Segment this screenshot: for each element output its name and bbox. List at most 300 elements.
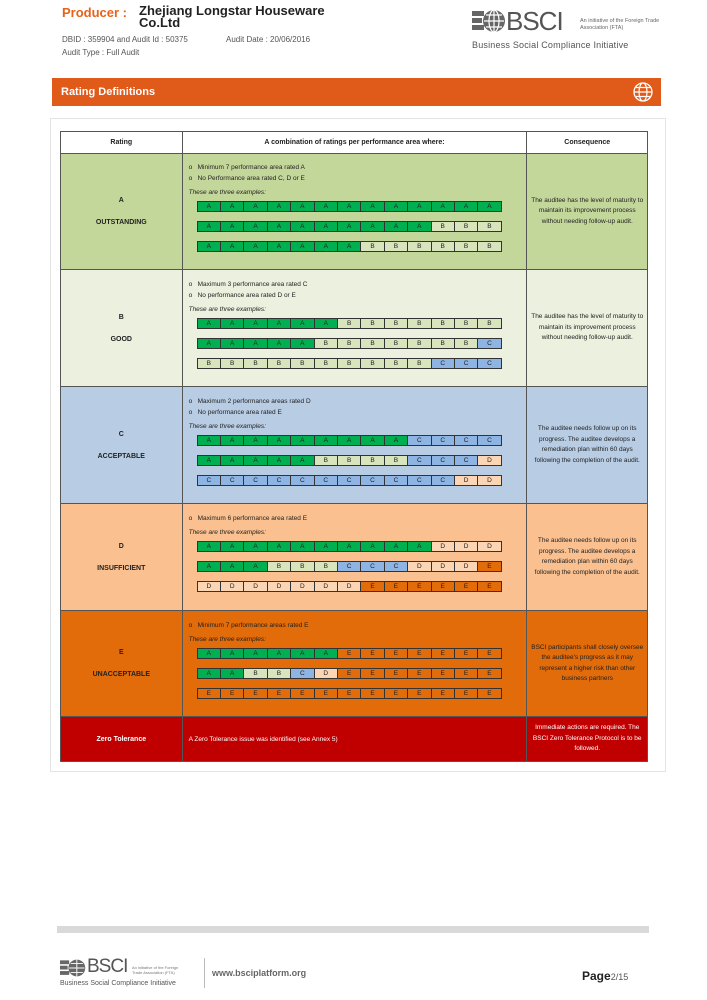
rating-box: C xyxy=(454,455,478,466)
rating-box: A xyxy=(407,221,431,232)
example-strip xyxy=(198,561,521,572)
rating-box: B xyxy=(454,318,478,329)
rating-box: A xyxy=(243,338,267,349)
examples-label: These are three examples: xyxy=(188,189,266,196)
rating-box: D xyxy=(477,455,501,466)
example-strip xyxy=(198,338,521,349)
section-title-bar xyxy=(52,78,661,106)
rating-box: B xyxy=(407,318,431,329)
rating-box: A xyxy=(220,455,244,466)
rating-box: C xyxy=(431,435,455,446)
header-combination: A combination of ratings per performance area where: xyxy=(182,132,527,154)
rating-row xyxy=(61,154,648,270)
rating-box: A xyxy=(314,318,338,329)
criterion xyxy=(189,162,521,173)
examples-label: These are three examples: xyxy=(188,305,266,313)
rating-box: A xyxy=(243,241,267,252)
rating-box: A xyxy=(314,221,338,232)
footer-separator xyxy=(204,958,205,988)
rating-box: A xyxy=(220,221,244,232)
rating-box: A xyxy=(267,648,291,659)
rating-box: E xyxy=(431,688,455,699)
examples-label: These are three examples: xyxy=(188,529,266,536)
rating-box: B xyxy=(431,221,455,232)
rating-box: A xyxy=(197,435,221,446)
zero-tolerance-consequence: Immediate actions are required. The BSCI Zero Tolerance Protocol is to be followed. xyxy=(527,717,648,762)
rating-box: C xyxy=(384,475,408,486)
rating-cell xyxy=(61,270,183,387)
rating-box: A xyxy=(360,435,384,446)
footer-globe-icon xyxy=(60,958,86,978)
rating-box: A xyxy=(243,455,267,466)
rating-box: A xyxy=(290,241,314,252)
rating-box: A xyxy=(407,541,431,552)
producer-label: Producer : xyxy=(62,5,128,20)
rating-box: E xyxy=(477,561,501,572)
rating-box: B xyxy=(477,318,501,329)
rating-name: UNACCEPTABLE xyxy=(92,671,151,678)
rating-box: C xyxy=(337,475,361,486)
rating-box: C xyxy=(267,475,291,486)
criterion-text: No performance area rated E xyxy=(197,408,282,416)
rating-box: A xyxy=(454,201,478,212)
rating-letter: B xyxy=(118,313,124,321)
criterion xyxy=(189,396,521,407)
rating-box: A xyxy=(290,318,314,329)
rating-box: B xyxy=(267,561,291,572)
bullet: o xyxy=(188,515,193,522)
page-label: Page xyxy=(582,969,611,983)
rating-box: A xyxy=(290,435,314,446)
rating-letter: A xyxy=(118,197,124,204)
rating-definitions-table xyxy=(60,131,648,762)
rating-box: C xyxy=(290,668,314,679)
rating-box: D xyxy=(477,541,501,552)
rating-box: A xyxy=(243,561,267,572)
rating-box: D xyxy=(220,581,244,592)
rating-box: E xyxy=(454,581,478,592)
rating-box: B xyxy=(314,338,338,349)
rating-box: A xyxy=(360,221,384,232)
rating-box: C xyxy=(290,475,314,486)
rating-box: A xyxy=(220,668,244,679)
rating-box: A xyxy=(337,221,361,232)
rating-box: E xyxy=(220,688,244,699)
rating-box: C xyxy=(360,475,384,486)
rating-box: A xyxy=(384,201,408,212)
rating-box: D xyxy=(454,475,478,486)
criterion-text: Maximum 2 performance areas rated D xyxy=(197,397,311,405)
rating-cell xyxy=(61,387,183,504)
rating-box: C xyxy=(431,475,455,486)
rating-box: A xyxy=(220,541,244,552)
producer-name: Zhejiang Longstar Houseware Co.Ltd xyxy=(139,3,325,30)
zero-tolerance-row xyxy=(61,717,648,762)
rating-box: A xyxy=(267,455,291,466)
criterion xyxy=(189,407,521,418)
rating-box: A xyxy=(243,435,267,446)
criterion-text: No performance area rated D or E xyxy=(197,291,296,299)
criterion-text: Maximum 6 performance area rated E xyxy=(197,515,308,522)
rating-box: E xyxy=(360,648,384,659)
rating-box: A xyxy=(267,541,291,552)
bullet: o xyxy=(188,280,193,288)
logo-full-text: Business Social Compliance Initiative xyxy=(472,40,629,50)
bullet: o xyxy=(188,291,193,299)
rating-box: A xyxy=(407,201,431,212)
rating-box: A xyxy=(360,201,384,212)
rating-box: B xyxy=(384,318,408,329)
rating-box: E xyxy=(360,668,384,679)
rating-name: ACCEPTABLE xyxy=(97,452,145,460)
rating-box: D xyxy=(454,541,478,552)
rating-box: B xyxy=(477,241,501,252)
rating-box: B xyxy=(360,455,384,466)
criterion-text: Minimum 7 performance area rated A xyxy=(197,164,305,171)
rating-box: B xyxy=(407,358,431,369)
rating-cell xyxy=(61,154,183,270)
rating-box: E xyxy=(454,688,478,699)
consequence-cell: The auditee has the level of maturity to maintain its improvement process without needing follow-up audit. xyxy=(527,154,648,270)
rating-box: D xyxy=(454,561,478,572)
rating-box: A xyxy=(243,541,267,552)
footer-bsci-logo xyxy=(60,958,210,992)
rating-box: E xyxy=(243,688,267,699)
footer-divider xyxy=(57,926,649,933)
rating-box: A xyxy=(384,541,408,552)
rating-box: A xyxy=(220,435,244,446)
rating-box: C xyxy=(384,561,408,572)
rating-box: B xyxy=(314,455,338,466)
rating-box: C xyxy=(407,455,431,466)
rating-box: A xyxy=(197,455,221,466)
rating-box: A xyxy=(197,648,221,659)
rating-box: C xyxy=(454,435,478,446)
rating-box: A xyxy=(267,201,291,212)
example-strip xyxy=(198,318,521,329)
example-strip xyxy=(198,455,521,466)
rating-box: E xyxy=(454,668,478,679)
criterion xyxy=(189,173,521,184)
rating-box: E xyxy=(267,688,291,699)
example-strip xyxy=(198,241,521,252)
rating-box: E xyxy=(477,668,501,679)
rating-box: E xyxy=(384,688,408,699)
rating-name: INSUFFICIENT xyxy=(97,564,146,572)
example-strip xyxy=(198,358,521,369)
rating-box: A xyxy=(337,541,361,552)
rating-box: B xyxy=(314,561,338,572)
footer-logo-initiative-text: An initiative of the Foreign Trade Association (FTA) xyxy=(132,965,179,975)
rating-box: C xyxy=(407,435,431,446)
rating-box: B xyxy=(337,455,361,466)
rating-box: C xyxy=(407,475,431,486)
rating-box: B xyxy=(454,338,478,349)
combination-cell xyxy=(182,611,527,717)
rating-box: A xyxy=(267,435,291,446)
rating-box: E xyxy=(431,648,455,659)
rating-box: E xyxy=(431,668,455,679)
rating-box: B xyxy=(360,318,384,329)
rating-box: B xyxy=(267,668,291,679)
rating-letter: C xyxy=(118,430,124,438)
rating-box: A xyxy=(267,241,291,252)
rating-box: B xyxy=(407,241,431,252)
rating-box: A xyxy=(220,561,244,572)
logo-bsci-text: BSCI xyxy=(506,6,563,36)
rating-box: A xyxy=(243,648,267,659)
rating-box: D xyxy=(243,581,267,592)
rating-box: A xyxy=(337,435,361,446)
rating-box: D xyxy=(267,581,291,592)
example-strip xyxy=(198,581,521,592)
rating-box: A xyxy=(290,338,314,349)
rating-box: A xyxy=(243,221,267,232)
rating-box: E xyxy=(407,668,431,679)
example-strip xyxy=(198,221,521,232)
consequence-cell: The auditee needs follow up on its progress. The auditee develops a remediation plan within 60 days following the completion of the audit. xyxy=(527,504,648,611)
rating-box: A xyxy=(267,338,291,349)
rating-box: E xyxy=(360,581,384,592)
rating-box: C xyxy=(477,358,501,369)
rating-box: A xyxy=(197,241,221,252)
rating-box: A xyxy=(220,648,244,659)
rating-box: B xyxy=(314,358,338,369)
example-strip xyxy=(198,648,521,659)
rating-box: E xyxy=(384,668,408,679)
rating-letter: E xyxy=(118,649,124,656)
logo-initiative-text: An initiative of the Foreign Trade Association (FTA) xyxy=(580,18,660,31)
rating-box: D xyxy=(407,561,431,572)
rating-box: A xyxy=(337,241,361,252)
rating-box: B xyxy=(360,338,384,349)
rating-box: A xyxy=(290,201,314,212)
rating-box: B xyxy=(431,241,455,252)
rating-box: C xyxy=(431,455,455,466)
section-title: Rating Definitions xyxy=(61,86,156,98)
rating-box: A xyxy=(267,221,291,232)
bullet: o xyxy=(188,408,193,416)
header-rating: Rating xyxy=(61,132,183,154)
rating-box: A xyxy=(384,221,408,232)
rating-box: B xyxy=(454,241,478,252)
rating-box: E xyxy=(384,648,408,659)
rating-box: E xyxy=(360,688,384,699)
rating-box: B xyxy=(360,241,384,252)
rating-box: B xyxy=(454,221,478,232)
rating-box: B xyxy=(360,358,384,369)
bullet: o xyxy=(188,621,193,629)
rating-box: E xyxy=(197,688,221,699)
footer-logo-full-text: Business Social Compliance Initiative xyxy=(60,980,176,987)
rating-box: B xyxy=(243,668,267,679)
rating-box: C xyxy=(197,475,221,486)
audit-date-text: Audit Date : 20/06/2016 xyxy=(226,35,311,44)
consequence-cell: BSCI participants shall closely oversee the auditee's progress as it may represent a higher risk than other business partners xyxy=(527,611,648,717)
rating-box: A xyxy=(290,648,314,659)
rating-box: A xyxy=(220,338,244,349)
footer-logo-bsci-text: BSCI xyxy=(87,956,128,977)
rating-row xyxy=(61,270,648,387)
rating-box: D xyxy=(314,668,338,679)
rating-box: D xyxy=(431,541,455,552)
rating-box: C xyxy=(314,475,338,486)
rating-box: A xyxy=(197,541,221,552)
rating-letter: D xyxy=(118,542,124,550)
zero-tolerance-label: Zero Tolerance xyxy=(61,717,183,762)
rating-name: GOOD xyxy=(110,335,132,343)
consequence-cell: The auditee has the level of maturity to maintain its improvement process without needing follow-up audit. xyxy=(527,270,648,387)
criterion xyxy=(189,290,521,301)
combination-cell xyxy=(182,387,527,504)
rating-box: A xyxy=(197,201,221,212)
example-strip xyxy=(198,435,521,446)
consequence-cell: The auditee needs follow up on its progress. The auditee develops a remediation plan within 60 days following the completion of the audit. xyxy=(527,387,648,504)
rating-row xyxy=(61,611,648,717)
rating-box: A xyxy=(314,435,338,446)
rating-box: A xyxy=(220,241,244,252)
rating-box: D xyxy=(290,581,314,592)
example-strip xyxy=(198,668,521,679)
combination-cell xyxy=(182,270,527,387)
rating-box: E xyxy=(290,688,314,699)
rating-box: B xyxy=(267,358,291,369)
rating-box: A xyxy=(314,541,338,552)
rating-box: A xyxy=(431,201,455,212)
rating-box: A xyxy=(220,318,244,329)
globe-icon xyxy=(633,82,653,102)
criterion-text: Maximum 3 performance area rated C xyxy=(197,280,308,288)
rating-box: E xyxy=(314,688,338,699)
criterion-text: No Performance area rated C, D or E xyxy=(197,175,305,182)
example-strip xyxy=(198,201,521,212)
criterion xyxy=(189,279,521,290)
rating-box: A xyxy=(197,668,221,679)
rating-box: E xyxy=(477,581,501,592)
criterion xyxy=(189,620,521,631)
rating-box: A xyxy=(477,201,501,212)
bsci-logo xyxy=(470,6,660,52)
audit-type-text: Audit Type : Full Audit xyxy=(62,48,140,57)
examples-label: These are three examples: xyxy=(188,635,266,643)
rating-box: A xyxy=(337,201,361,212)
rating-box: D xyxy=(314,581,338,592)
rating-box: E xyxy=(431,581,455,592)
example-strip xyxy=(198,541,521,552)
rating-box: A xyxy=(267,318,291,329)
rating-box: E xyxy=(337,668,361,679)
rating-box: B xyxy=(337,338,361,349)
rating-box: E xyxy=(407,688,431,699)
rating-box: C xyxy=(477,338,501,349)
rating-box: B xyxy=(337,358,361,369)
rating-box: A xyxy=(290,221,314,232)
dbid-text: DBID : 359904 and Audit Id : 50375 xyxy=(62,35,188,44)
rating-box: E xyxy=(477,648,501,659)
rating-box: B xyxy=(384,455,408,466)
rating-box: B xyxy=(220,358,244,369)
rating-box: A xyxy=(314,201,338,212)
rating-name: OUTSTANDING xyxy=(95,219,147,226)
rating-cell xyxy=(61,611,183,717)
rating-box: D xyxy=(477,475,501,486)
rating-box: D xyxy=(197,581,221,592)
rating-box: E xyxy=(337,648,361,659)
zero-tolerance-text: A Zero Tolerance issue was identified (see Annex 5) xyxy=(182,717,527,762)
rating-box: B xyxy=(337,318,361,329)
rating-box: A xyxy=(384,435,408,446)
rating-box: B xyxy=(197,358,221,369)
rating-box: B xyxy=(431,318,455,329)
rating-box: B xyxy=(243,358,267,369)
rating-box: B xyxy=(290,561,314,572)
rating-box: A xyxy=(243,201,267,212)
globe-logo-icon xyxy=(472,8,506,34)
rating-box: D xyxy=(337,581,361,592)
rating-box: E xyxy=(454,648,478,659)
bullet: o xyxy=(188,397,193,405)
rating-box: B xyxy=(407,338,431,349)
rating-box: B xyxy=(384,338,408,349)
rating-box: B xyxy=(384,358,408,369)
rating-box: A xyxy=(290,455,314,466)
header-consequence: Consequence xyxy=(527,132,648,154)
examples-label: These are three examples: xyxy=(188,422,266,430)
rating-box: A xyxy=(360,541,384,552)
rating-box: C xyxy=(243,475,267,486)
example-strip xyxy=(198,688,521,699)
rating-box: D xyxy=(431,561,455,572)
rating-box: A xyxy=(314,241,338,252)
rating-box: B xyxy=(477,221,501,232)
rating-box: A xyxy=(314,648,338,659)
rating-box: E xyxy=(407,648,431,659)
combination-cell xyxy=(182,504,527,611)
rating-box: A xyxy=(197,338,221,349)
criterion xyxy=(189,513,521,524)
criterion-text: Minimum 7 performance areas rated E xyxy=(197,621,309,629)
bullet: o xyxy=(188,164,193,171)
rating-row xyxy=(61,387,648,504)
rating-box: B xyxy=(431,338,455,349)
rating-box: A xyxy=(197,318,221,329)
bullet: o xyxy=(188,175,193,182)
example-strip xyxy=(198,475,521,486)
combination-cell xyxy=(182,154,527,270)
footer-url[interactable]: www.bsciplatform.org xyxy=(212,968,307,978)
rating-row xyxy=(61,504,648,611)
rating-box: A xyxy=(290,541,314,552)
rating-box: C xyxy=(337,561,361,572)
rating-box: C xyxy=(477,435,501,446)
rating-box: E xyxy=(337,688,361,699)
rating-box: E xyxy=(407,581,431,592)
page-number xyxy=(582,969,628,983)
rating-box: E xyxy=(477,688,501,699)
rating-box: B xyxy=(290,358,314,369)
rating-box: A xyxy=(197,561,221,572)
rating-box: C xyxy=(431,358,455,369)
page-num: 2/15 xyxy=(610,972,629,982)
rating-box: A xyxy=(243,318,267,329)
rating-box: C xyxy=(220,475,244,486)
rating-box: B xyxy=(384,241,408,252)
rating-box: A xyxy=(197,221,221,232)
rating-box: A xyxy=(220,201,244,212)
rating-box: C xyxy=(454,358,478,369)
rating-box: E xyxy=(384,581,408,592)
rating-cell xyxy=(61,504,183,611)
